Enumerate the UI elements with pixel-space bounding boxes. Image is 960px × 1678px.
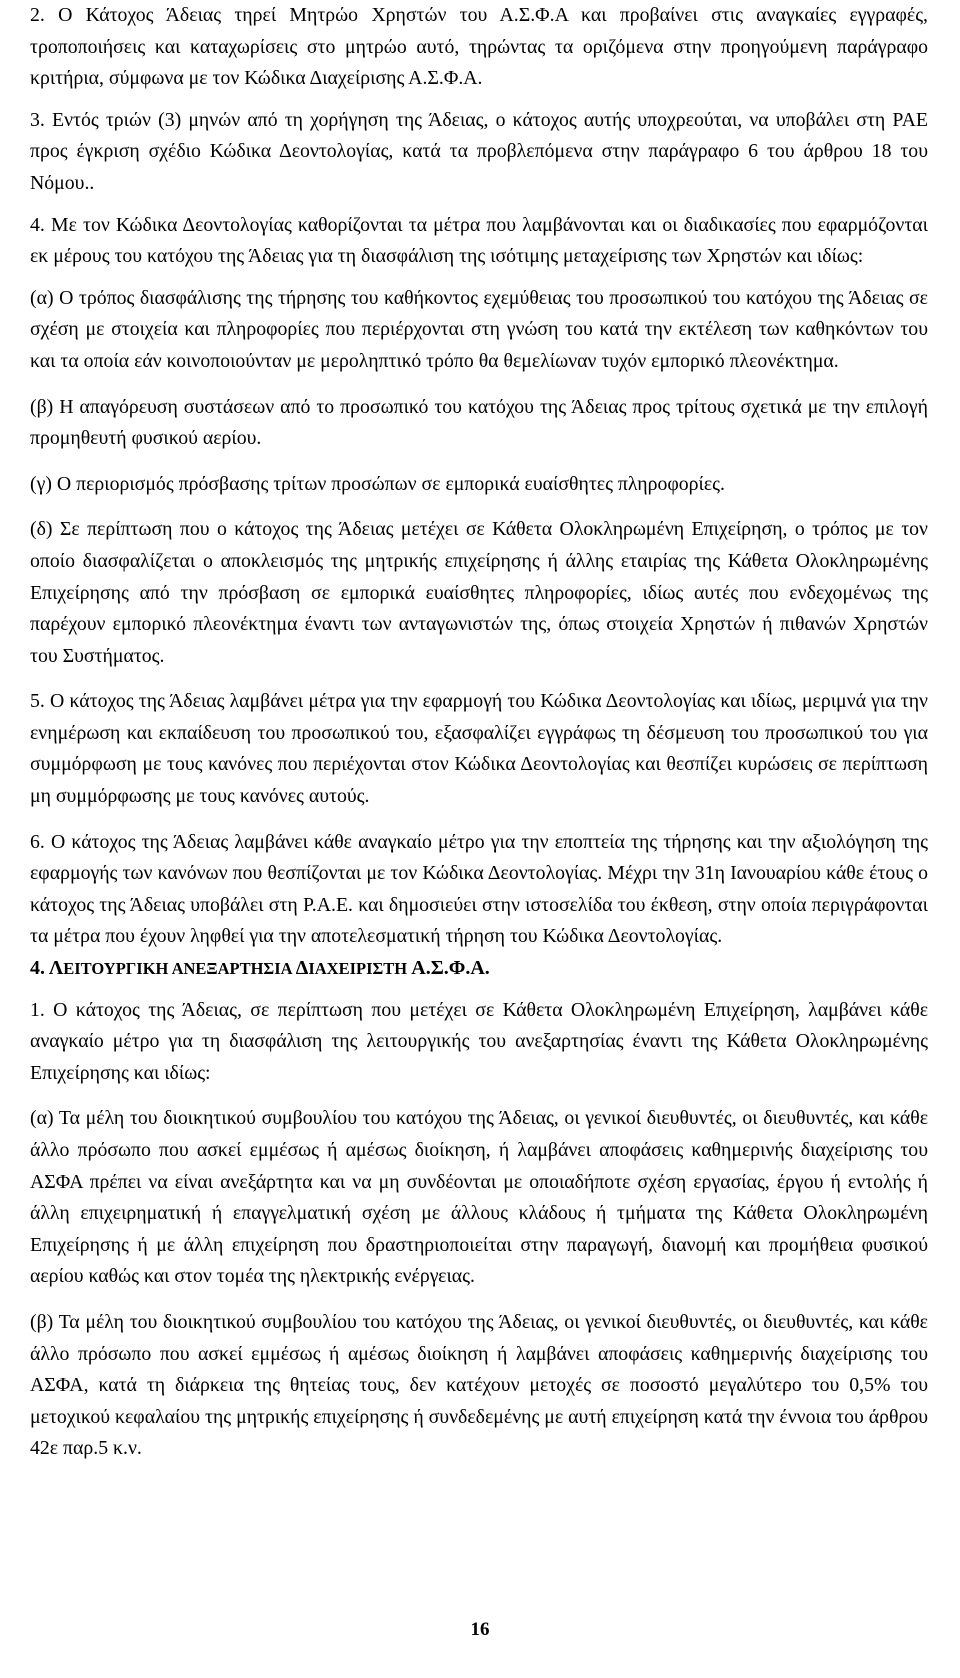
heading-cap-l: Λ: [48, 957, 64, 980]
document-body: [30, 0, 928, 1465]
paragraph-5: 5. Ο κάτοχος της Άδειας λαμβάνει μέτρα για την εφαρμογή του Κώδικα Δεοντολογίας και ιδίως, μεριμνά για την ενημέρωση και εκπαίδευση του προσωπικού του, εξασφαλίζει εγγράφως τη δέσμευση του προσωπικού του για συμμόρφωση με τους κανόνες που περιέχονται στον Κώδικα Δεοντολογίας και θεσπίζει κυρώσεις σε περίπτωση μη συμμόρφωσης με τους κανόνες αυτούς.: [30, 690, 928, 808]
heading-cap-d: Δ: [295, 957, 309, 980]
section-paragraph-1-item-a: (α) Τα μέλη του διοικητικού συμβουλίου του κατόχου της Άδειας, οι γενικοί διευθυντές, οι διευθυντές, και κάθε άλλο πρόσωπο που ασκεί εμμέσως ή αμέσως διοίκηση, ή λαμβάνει αποφάσεις καθημερινής διαχείρισης του ΑΣΦΑ πρέπει να είναι ανεξάρτητα και να μη συνδέονται με οποιαδήποτε σχέση εργασίας, έργου ή εντολής ή άλλη επιχειρηματική ή επαγγελματική σχέση με άλλους κλάδους ή τμήματα της Κάθετα Ολοκληρωμένη Επιχείρησης ή με άλλη επιχείρηση που δραστηριοποιείται στην παραγωγή, διανομή και προμήθεια φυσικού αερίου καθώς και στον τομέα της ηλεκτρικής ενέργειας.: [30, 1107, 928, 1288]
paragraph-4-item-d: (δ) Σε περίπτωση που ο κάτοχος της Άδειας μετέχει σε Κάθετα Ολοκληρωμένη Επιχείρηση, ο τρόπος με τον οποίο διασφαλίζεται ο αποκλεισμός της μητρικής επιχείρησης ή άλλης εταιρίας της Κάθετα Ολοκληρωμένης Επιχείρησης από την πρόσβαση σε εμπορικά ευαίσθητες πληροφορίες, ιδίως αυτές που ενδεχομένως της παρέχουν εμπορικό πλεονέκτημα έναντι των ανταγωνιστών της, όπως στοιχεία Χρηστών ή πιθανών Χρηστών του Συστήματος.: [30, 518, 928, 667]
paragraph-4: 4. Με τον Κώδικα Δεοντολογίας καθορίζονται τα μέτρα που λαμβάνονται και οι διαδικασίες που εφαρμόζονται εκ μέρους του κατόχου της Άδειας για τη διασφάλιση της ισότιμης μεταχείρισης των Χρηστών και ιδίως:: [30, 213, 928, 268]
heading-part-2: ΙΑΧΕΙΡΙΣΤΗ: [308, 959, 412, 979]
paragraph-2: 2. Ο Κάτοχος Άδειας τηρεί Μητρώο Χρηστών του Α.Σ.Φ.Α και προβαίνει στις αναγκαίες εγγραφές, τροποποιήσεις και καταχωρίσεις στο μητρώο αυτό, τηρώντας τα οριζόμενα στην προηγούμενη παράγραφο κριτήρια, σύμφωνα με τον Κώδικα Διαχείρισης Α.Σ.Φ.Α.: [30, 4, 928, 90]
heading-part-1: ΕΙΤΟΥΡΓΙΚΗ ΑΝΕΞΑΡΤΗΣΙΑ: [63, 959, 296, 979]
paragraph-6: 6. Ο κάτοχος της Άδειας λαμβάνει κάθε αναγκαίο μέτρο για την εποπτεία της τήρησης και την αξιολόγηση της εφαρμογής των κανόνων που θεσπίζονται με τον Κώδικα Δεοντολογίας. Μέχρι την 31η Ιανουαρίου κάθε έτους ο κάτοχος της Άδειας υποβάλει στη Ρ.Α.Ε. και δημοσιεύει στην ιστοσελίδα του έκθεση, στην οποία περιγράφονται τα μέτρα που έχουν ληφθεί για την αποτελεσματική τήρηση του Κώδικα Δεοντολογίας.: [30, 830, 928, 948]
page-number: 16: [470, 1619, 490, 1640]
paragraph-3: 3. Εντός τριών (3) μηνών από τη χορήγηση της Άδειας, ο κάτοχος αυτής υποχρεούται, να υποβάλει στη ΡΑΕ προς έγκριση σχέδιο Κώδικα Δεοντολογίας, κατά τα προβλεπόμενα στην παράγραφο 6 του άρθρου 18 του Νόμου..: [30, 108, 928, 194]
section-paragraph-1-item-b: (β) Τα μέλη του διοικητικού συμβουλίου του κατόχου της Άδειας, οι γενικοί διευθυντές, οι διευθυντές, και κάθε άλλο πρόσωπο που ασκεί εμμέσως ή αμέσως διοίκηση ή λαμβάνει αποφάσεις καθημερινής διαχείρισης του ΑΣΦΑ, κατά τη διάρκεια της θητείας τους, δεν κατέχουν μετοχές σε ποσοστό μεγαλύτερο του 0,5% του μετοχικού κεφαλαίου της μητρικής επιχείρησης ή συνδεδεμένης με αυτή επιχείρηση κατά την έννοια του άρθρου 42ε παρ.5 κ.ν.: [30, 1310, 928, 1460]
section-heading: [30, 953, 928, 985]
section-paragraph-1: 1. Ο κάτοχος της Άδειας, σε περίπτωση που μετέχει σε Κάθετα Ολοκληρωμένη Επιχείρηση, λαμβάνει κάθε αναγκαίο μέτρο για τη διασφάλιση της λειτουργικής του ανεξαρτησίας έναντι της Κάθετα Ολοκληρωμένης Επιχείρησης και ιδίως:: [30, 998, 928, 1084]
heading-number: 4.: [30, 957, 45, 980]
paragraph-4-item-a: (α) Ο τρόπος διασφάλισης της τήρησης του καθήκοντος εχεμύθειας του προσωπικού του κατόχου της Άδειας σε σχέση με στοιχεία και πληροφορίες που περιέρχονται στη γνώση του κατά την εκτέλεση των καθηκόντων του και τα οποία εάν κοινοποιούνταν με μεροληπτικό τρόπο θα θεμελίωναν τυχόν εμπορικό πλεονέκτημα.: [30, 286, 928, 372]
paragraph-4-item-b: (β) Η απαγόρευση συστάσεων από το προσωπικό του κατόχου της Άδειας προς τρίτους σχετικά με την επιλογή προμηθευτή φυσικού αερίου.: [30, 395, 928, 450]
paragraph-4-item-c: (γ) Ο περιορισμός πρόσβασης τρίτων προσώπων σε εμπορικά ευαίσθητες πληροφορίες.: [30, 472, 725, 495]
heading-suffix: Α.Σ.Φ.Α.: [411, 957, 490, 980]
